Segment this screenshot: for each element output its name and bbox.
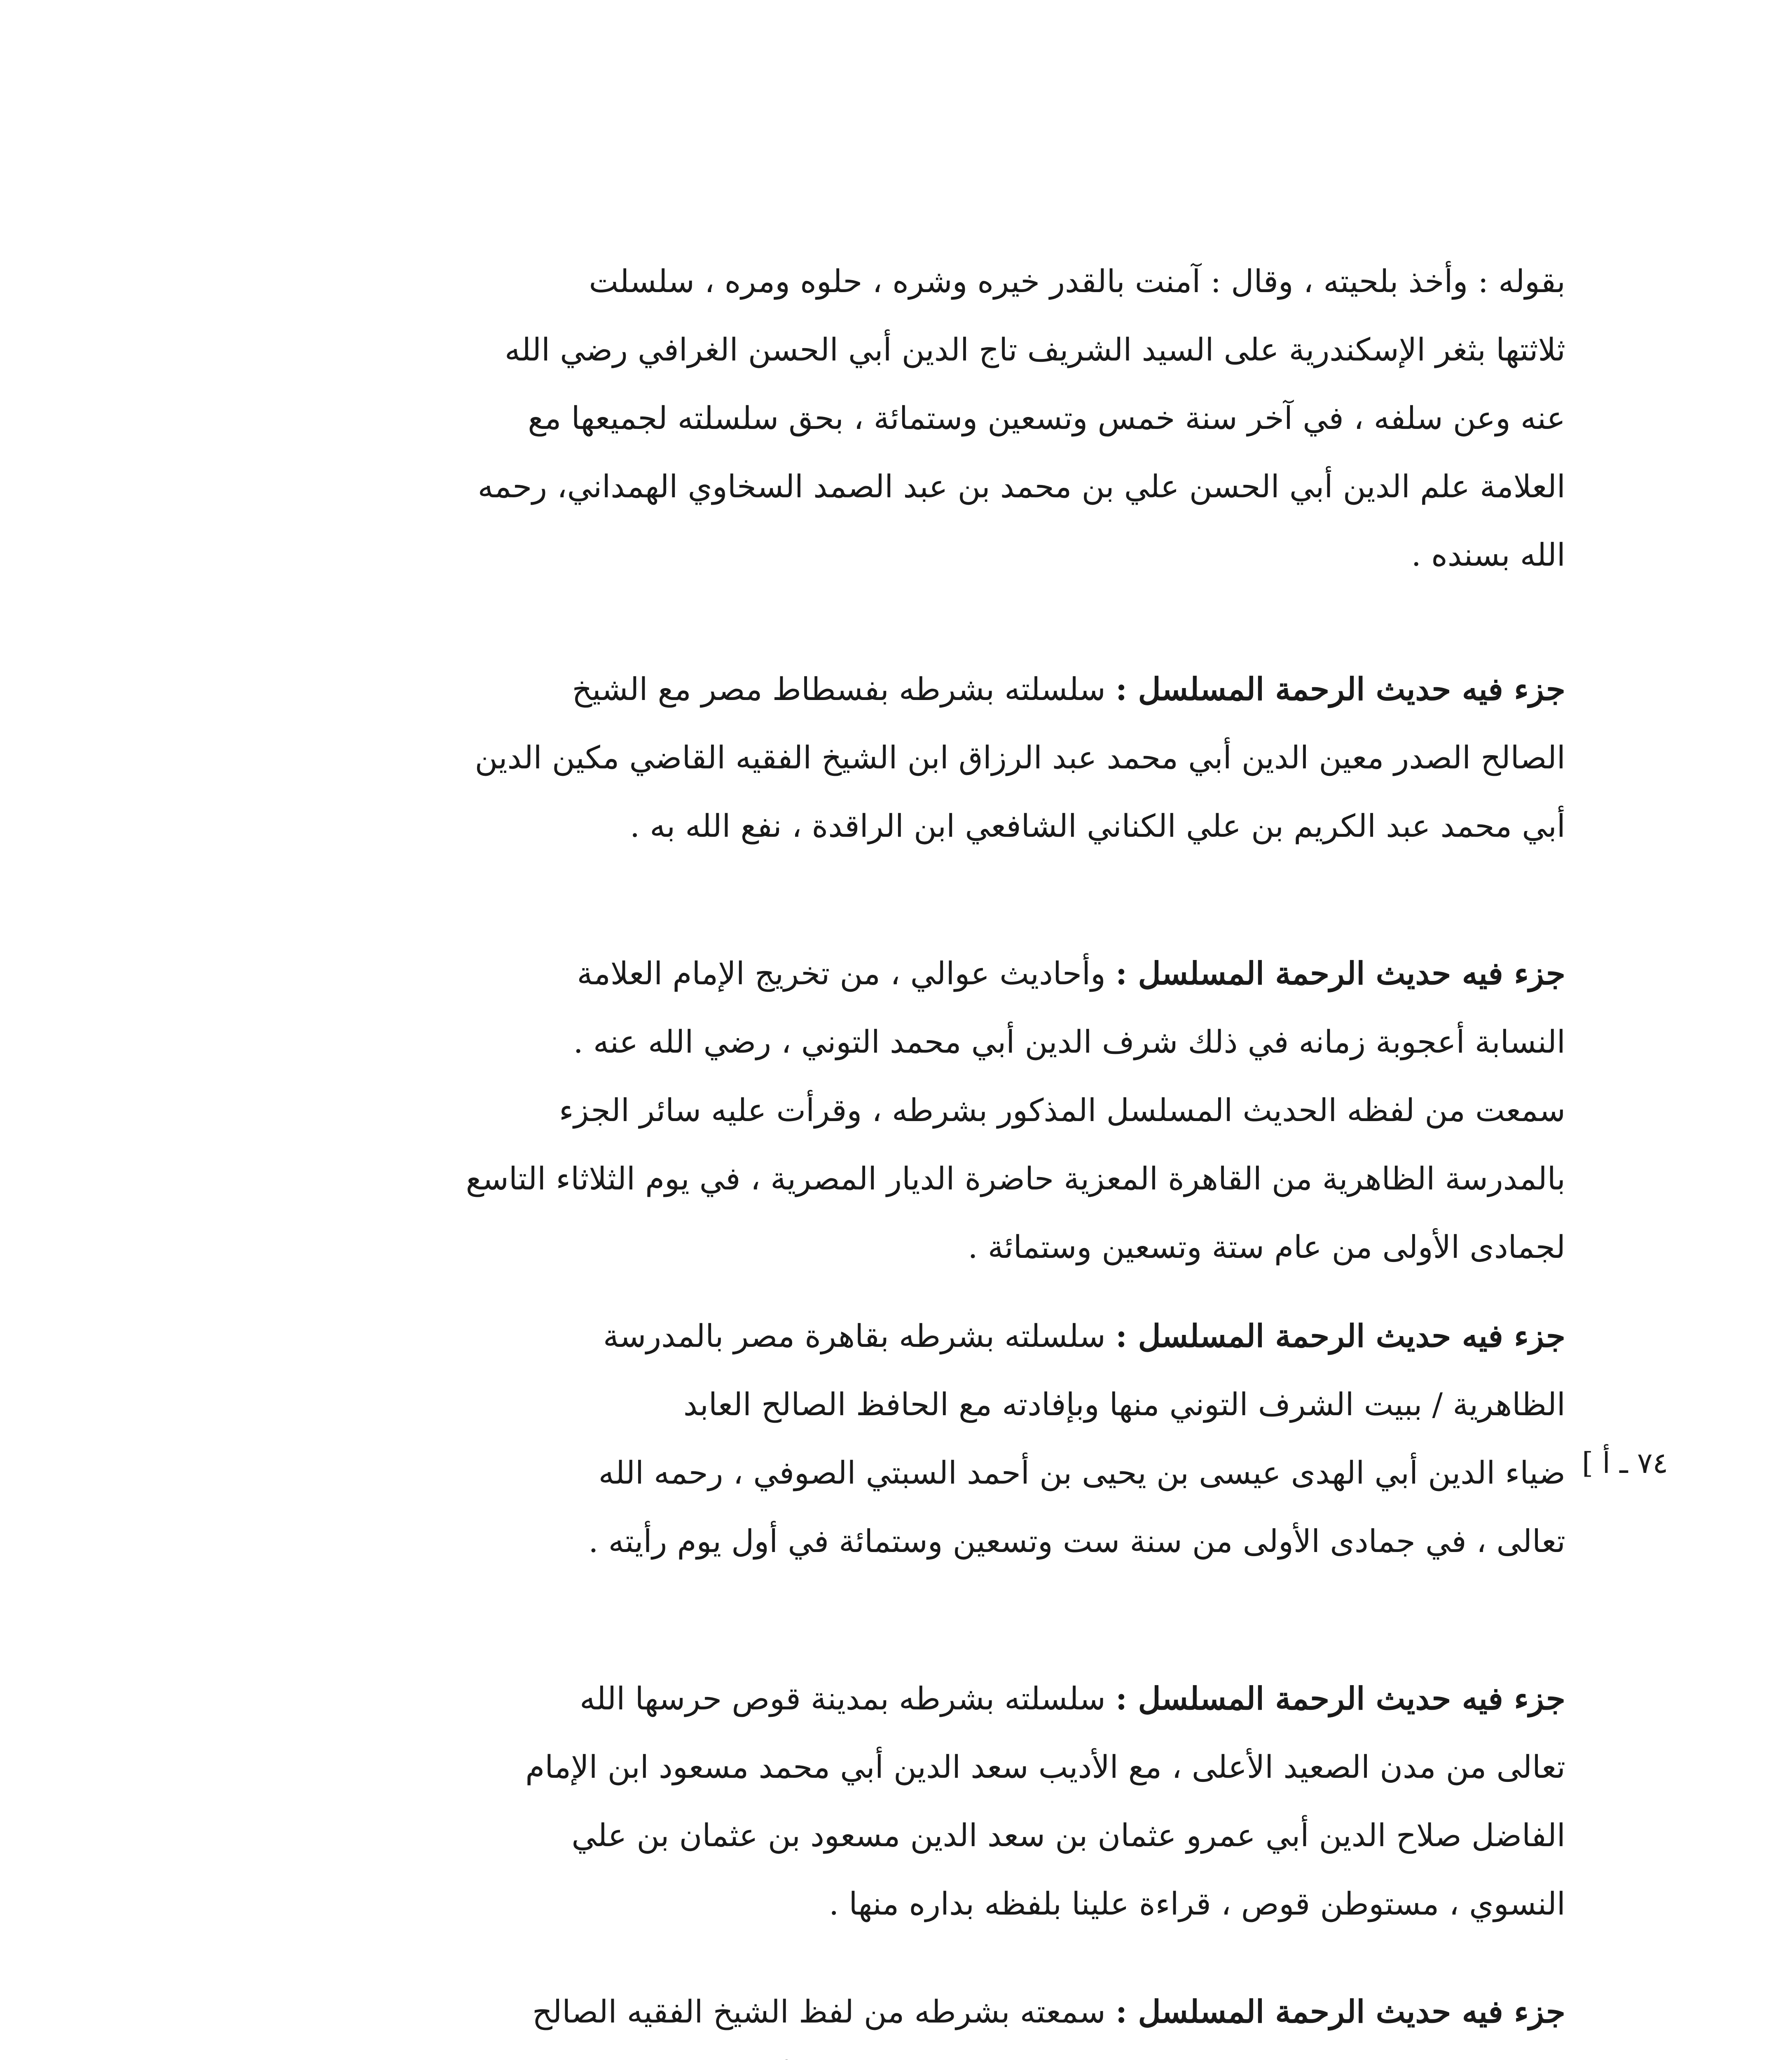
text-line: الله بسنده . bbox=[1411, 536, 1565, 573]
text-line: أبي محمد عبد الكريم بن علي الكناني الشافعي ابن الراقدة ، نفع الله به . bbox=[629, 808, 1565, 844]
text-line bbox=[247, 1978, 1565, 2046]
manuscript-folio-marker: ٧٤ ـ أ ] bbox=[1582, 1446, 1668, 1480]
paragraph-3 bbox=[247, 939, 1565, 1281]
text-line bbox=[247, 1664, 1565, 1733]
text-line: ثلاثتها بثغر الإسكندرية على السيد الشريف تاج الدين أبي الحسن الغرافي رضي الله bbox=[504, 331, 1565, 368]
text-line: تعالى من مدن الصعيد الأعلى ، مع الأديب سعد الدين أبي محمد مسعود ابن الإمام bbox=[525, 1749, 1565, 1785]
text-line: بقوله : وأخذ بلحيته ، وقال : آمنت بالقدر خيره وشره ، حلوه ومره ، سلسلت bbox=[589, 263, 1565, 300]
line-text: سمعته بشرطه من لفظ الشيخ الفقيه الصالح bbox=[532, 1993, 1116, 2030]
text-line bbox=[247, 939, 1565, 1008]
text-line: النسوي ، مستوطن قوص ، قراءة علينا بلفظه بداره منها . bbox=[829, 1885, 1565, 1922]
paragraph-heading: جزء فيه حديث الرحمة المسلسل : bbox=[1115, 671, 1565, 707]
text-line: عنه وعن سلفه ، في آخر سنة خمس وتسعين وستمائة ، بحق سلسلته لجميعها مع bbox=[528, 400, 1565, 436]
text-line: الفاضل صلاح الدين أبي عمرو عثمان بن سعد الدين مسعود بن عثمان بن علي bbox=[571, 1817, 1565, 1854]
text-line: النسابة أعجوبة زمانه في ذلك شرف الدين أبي محمد التوني ، رضي الله عنه . bbox=[573, 1023, 1565, 1060]
line-text: سلسلته بشرطه بفسطاط مصر مع الشيخ bbox=[572, 671, 1116, 707]
paragraph-heading: جزء فيه حديث الرحمة المسلسل : bbox=[1115, 1318, 1565, 1354]
text-line: تعالى ، في جمادى الأولى من سنة ست وتسعين وستمائة في أول يوم رأيته . bbox=[588, 1523, 1565, 1559]
paragraph-heading: جزء فيه حديث الرحمة المسلسل : bbox=[1115, 955, 1565, 992]
text-line bbox=[247, 2046, 1565, 2060]
line-text: وأحاديث عوالي ، من تخريج الإمام العلامة bbox=[577, 955, 1116, 992]
paragraph-5 bbox=[247, 1664, 1565, 1938]
text-line: لجمادى الأولى من عام ستة وتسعين وستمائة . bbox=[968, 1229, 1565, 1265]
text-line bbox=[247, 655, 1565, 723]
line-text: سلسلته بشرطه بقاهرة مصر بالمدرسة bbox=[603, 1318, 1116, 1354]
line-text: سلسلته بشرطه بمدينة قوص حرسها الله bbox=[580, 1680, 1116, 1717]
text-line: سمعت من لفظه الحديث المسلسل المذكور بشرطه ، وقرأت عليه سائر الجزء bbox=[559, 1092, 1565, 1128]
paragraph-heading: جزء فيه حديث الرحمة المسلسل : bbox=[1115, 1680, 1565, 1717]
text-line bbox=[247, 1302, 1565, 1370]
paragraph-heading: جزء فيه حديث الرحمة المسلسل : bbox=[1115, 1993, 1565, 2030]
paragraph-4 bbox=[247, 1302, 1565, 1575]
paragraph-2 bbox=[247, 655, 1565, 860]
text-line: الصالح الصدر معين الدين أبي محمد عبد الرزاق ابن الشيخ الفقيه القاضي مكين الدين bbox=[475, 739, 1565, 776]
text-line: الظاهرية / ببيت الشرف التوني منها وبإفادته مع الحافظ الصالح العابد bbox=[683, 1386, 1565, 1423]
text-line: العلامة علم الدين أبي الحسن علي بن محمد بن عبد الصمد السخاوي الهمداني، رحمه bbox=[477, 468, 1565, 505]
text-line: بالمدرسة الظاهرية من القاهرة المعزية حاضرة الديار المصرية ، في يوم الثلاثاء التاسع bbox=[466, 1160, 1565, 1197]
paragraph-6 bbox=[247, 1978, 1565, 2060]
text-line: ضياء الدين أبي الهدى عيسى بن يحيى بن أحمد السبتي الصوفي ، رحمه الله bbox=[598, 1454, 1565, 1491]
paragraph-1 bbox=[247, 247, 1565, 589]
